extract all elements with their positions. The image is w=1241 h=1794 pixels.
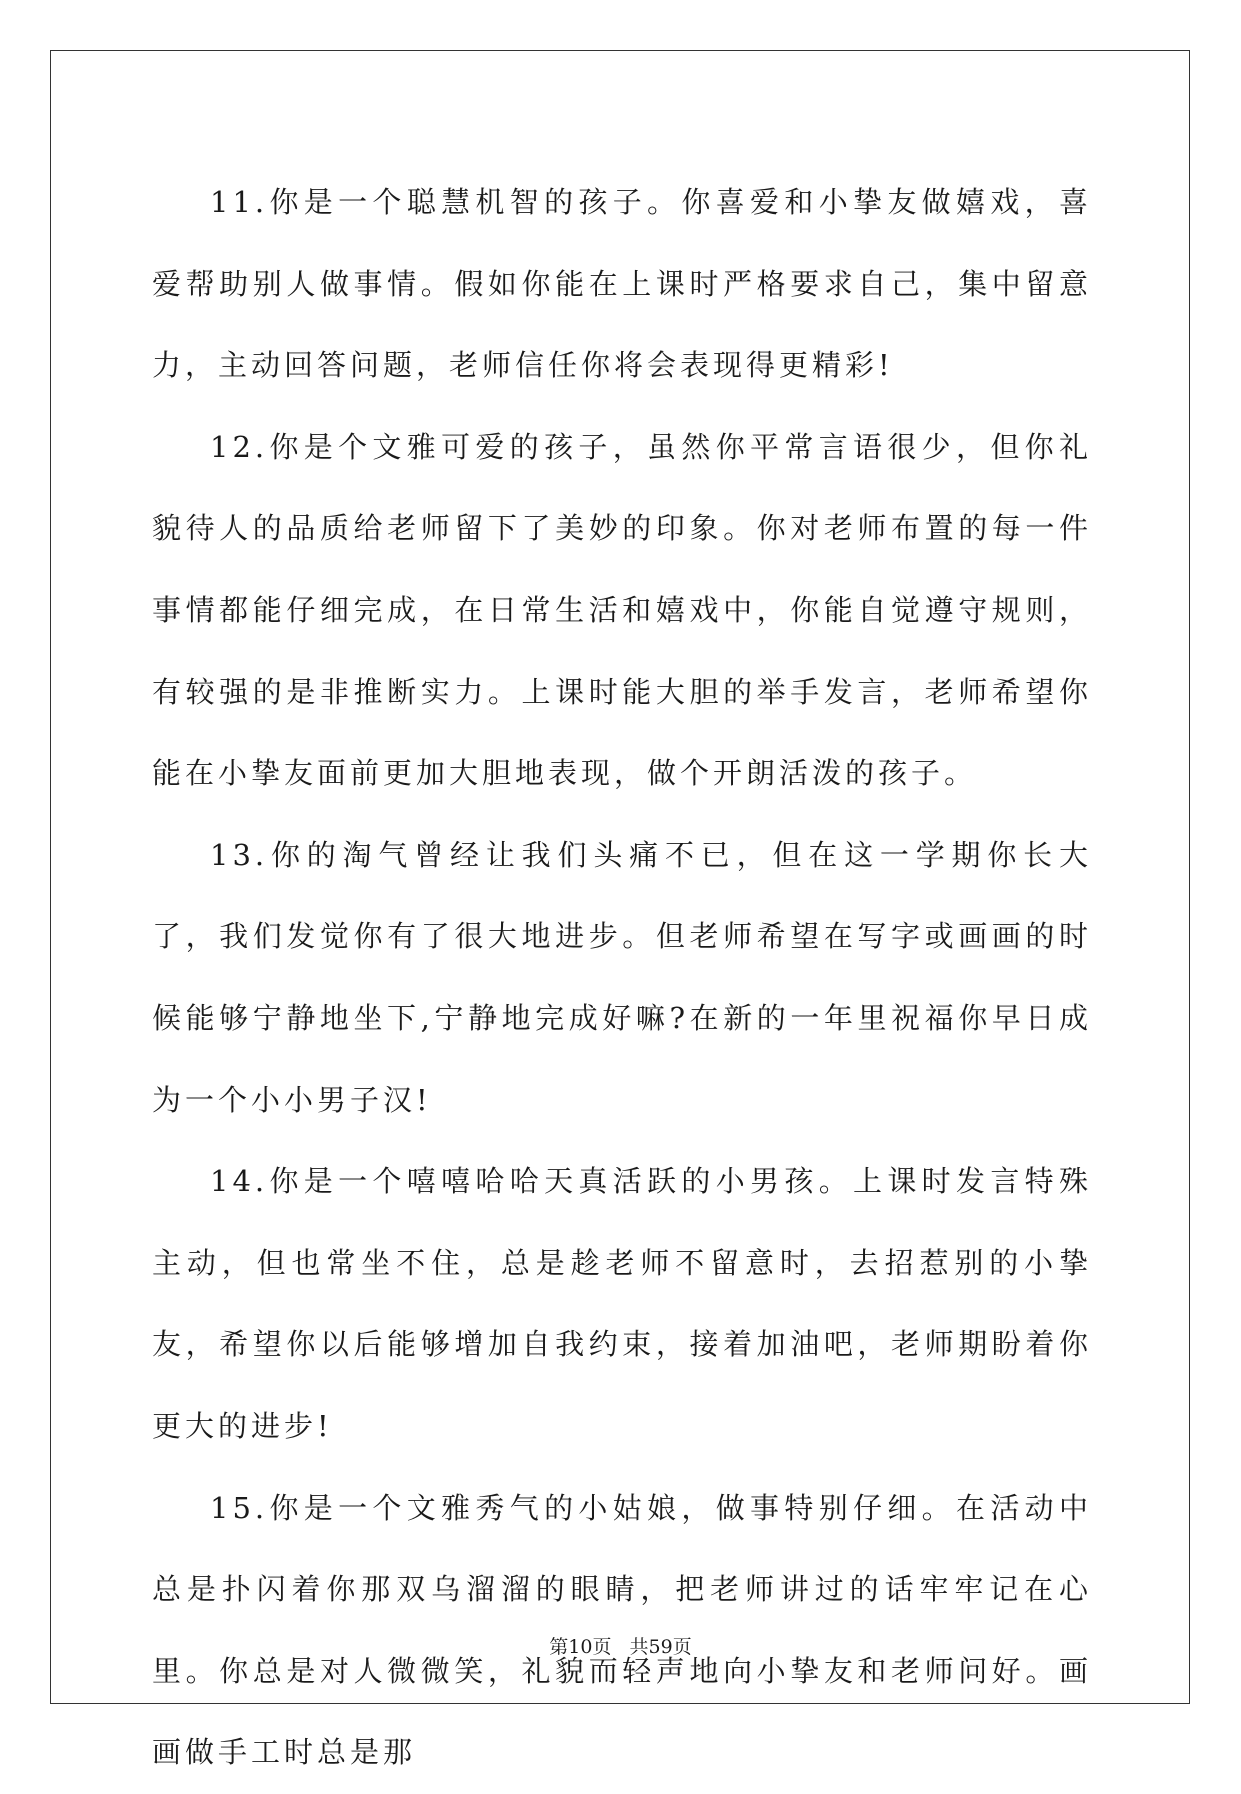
paragraph-13: 13.你的淘气曾经让我们头痛不已，但在这一学期你长大了，我们发觉你有了很大地进步。但老师希望在写字或画画的时候能够宁静地坐下,宁静地完成好嘛?在新的一年里祝福你早日成为一个小小男子汉!	[152, 837, 1092, 1117]
paragraph-11: 11.你是一个聪慧机智的孩子。你喜爱和小挚友做嬉戏，喜爱帮助别人做事情。假如你能在上课时严格要求自己，集中留意力，主动回答问题，老师信任你将会表现得更精彩!	[152, 185, 1092, 383]
paragraph-15: 15.你是一个文雅秀气的小姑娘，做事特别仔细。在活动中总是扑闪着你那双乌溜溜的眼睛，把老师讲过的话牢牢记在心里。你总是对人微微笑，礼貌而轻声地向小挚友和老师问好。画画做手工时总是那	[152, 1490, 1092, 1770]
current-page-number: 第10页	[549, 1636, 612, 1658]
total-page-count: 共59页	[629, 1636, 692, 1658]
document-body	[152, 162, 1092, 1794]
page-footer	[0, 1632, 1241, 1659]
paragraph-14: 14.你是一个嘻嘻哈哈天真活跃的小男孩。上课时发言特殊主动，但也常坐不住，总是趁老师不留意时，去招惹别的小挚友，希望你以后能够增加自我约束，接着加油吧，老师期盼着你更大的进步!	[152, 1164, 1092, 1443]
paragraph-12: 12.你是个文雅可爱的孩子，虽然你平常言语很少，但你礼貌待人的品质给老师留下了美妙的印象。你对老师布置的每一件事情都能仔细完成，在日常生活和嬉戏中，你能自觉遵守规则，有较强的是非推断实力。上课时能大胆的举手发言，老师希望你能在小挚友面前更加大胆地表现，做个开朗活泼的孩子。	[152, 429, 1092, 791]
